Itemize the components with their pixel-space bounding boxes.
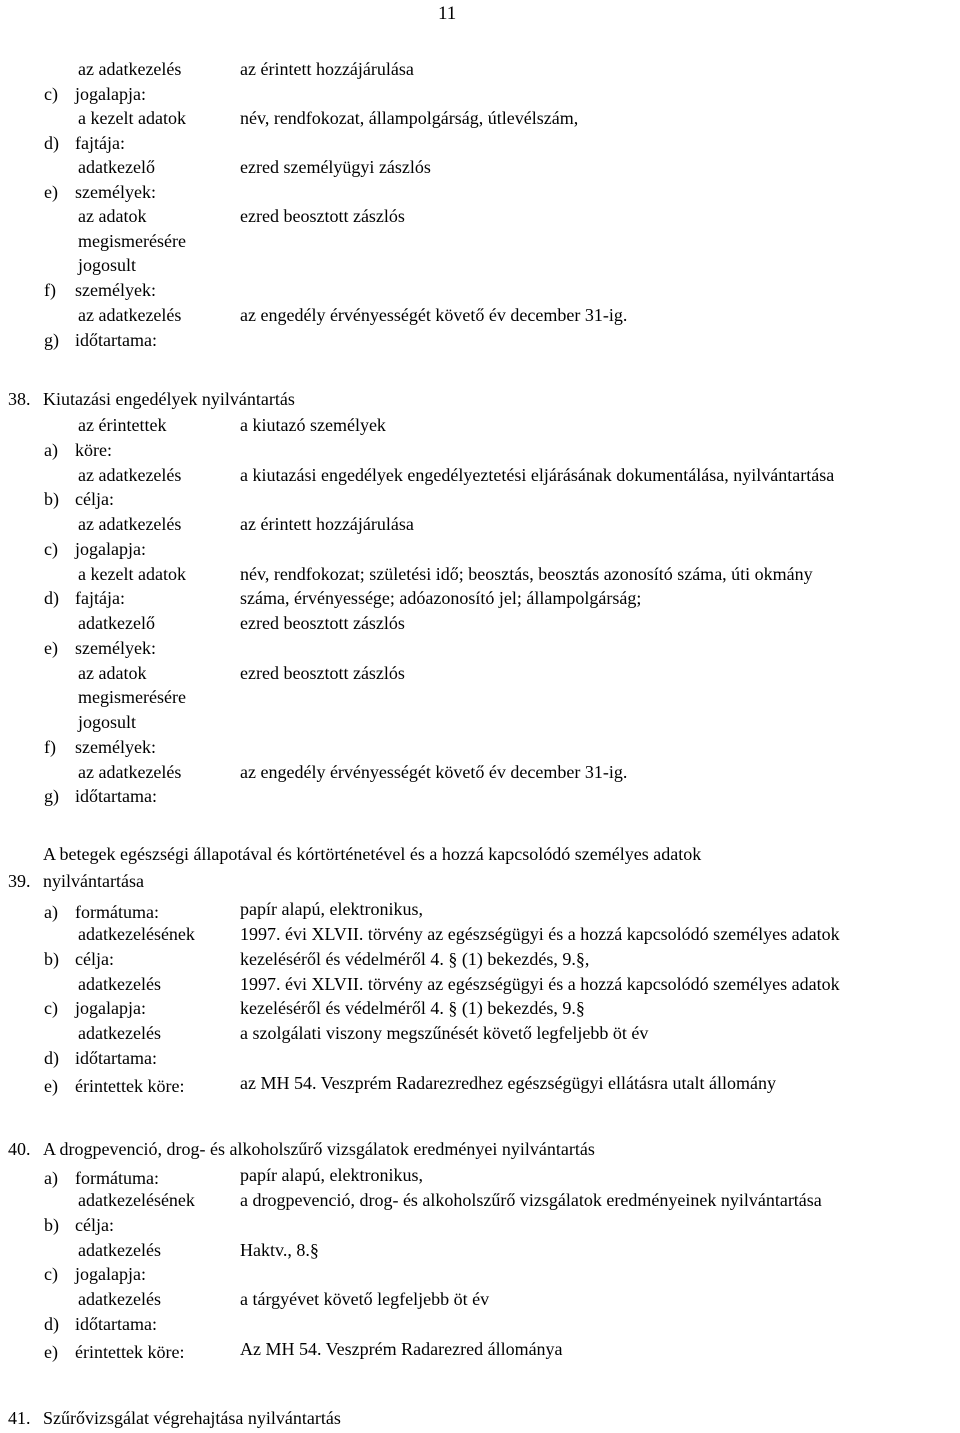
row-value: az engedély érvényességét követő év december 31-ig. xyxy=(240,761,628,782)
row-label: az adatkezelés c) jogalapja: xyxy=(44,59,182,104)
row-label: a) formátuma: xyxy=(44,1168,159,1188)
row-value: ezred beosztott zászlós xyxy=(240,662,405,683)
row-d-fajtaja xyxy=(0,106,960,155)
row-value: az érintett hozzájárulása xyxy=(240,59,414,79)
row-value: 1997. évi XLVII. törvény az egészségügyi és a hozzá kapcsolódó személyes adatok kezeléséről és védelméről 4. § (1) bekezdés, 9.§, xyxy=(240,924,840,969)
row-value: Az MH 54. Veszprém Radarezred állománya xyxy=(240,1338,563,1359)
section-title: Kiutazási engedélyek nyilvántartás xyxy=(43,389,295,409)
row-label: az adatkezelés g) időtartama: xyxy=(44,761,182,807)
row-label: adatkezelésének b) célja: xyxy=(44,924,195,969)
row-label: adatkezelő e) személyek: xyxy=(44,157,156,202)
row-value: 1997. évi XLVII. törvény az egészségügyi és a hozzá kapcsolódó személyes adatok kezeléséről és védelméről 4. § (1) bekezdés, 9.§ xyxy=(240,973,840,1019)
row-label: adatkezelő e) személyek: xyxy=(44,613,156,658)
section-number: 39. xyxy=(8,871,31,891)
row-value: ezred beosztott zászlós xyxy=(240,206,405,226)
row-label: az adatok megismerésére jogosult f) személyek: xyxy=(44,206,186,301)
row-c-jogalapja xyxy=(0,57,960,106)
row-label: e) érintettek köre: xyxy=(44,1075,185,1096)
row-label: adatkezelés c) jogalapja: xyxy=(44,973,161,1019)
row-value: név, rendfokozat, állampolgárság, útlevélszám, xyxy=(240,108,579,128)
row-value: az érintett hozzájárulása xyxy=(240,514,414,534)
row-value: a kiutazási engedélyek engedélyeztetési eljárásának dokumentálása, nyilvántartása xyxy=(240,464,835,485)
row-value: név, rendfokozat; születési idő; beosztás, beosztás azonosító száma, úti okmány száma, érvényessége; adóazonosító jel; állampolgárság; xyxy=(240,563,813,609)
row-label: adatkezelés c) jogalapja: xyxy=(44,1239,161,1285)
row-value: Haktv., 8.§ xyxy=(240,1239,319,1260)
section-title: A betegek egészségi állapotával és kórtörténetével és a hozzá kapcsolódó személyes adatok xyxy=(43,844,702,864)
row-value: a szolgálati viszony megszűnését követő legfeljebb öt év xyxy=(240,1023,649,1043)
row-e-szemelyek xyxy=(0,155,960,204)
row-value: az MH 54. Veszprém Radarezredhez egészségügyi ellátásra utalt állomány xyxy=(240,1072,776,1093)
row-label: az adatkezelés g) időtartama: xyxy=(44,305,182,350)
row-label: adatkezelésének b) célja: xyxy=(44,1190,195,1235)
section-number: 40. xyxy=(8,1139,31,1159)
section-number: 41. xyxy=(8,1408,31,1428)
row-value: ezred személyügyi zászlós xyxy=(240,157,431,177)
row-value: a tárgyévet követő legfeljebb öt év xyxy=(240,1289,490,1309)
row-value: papír alapú, elektronikus, xyxy=(240,1165,423,1185)
row-value: ezred beosztott zászlós xyxy=(240,613,405,633)
row-label: az érintettek a) köre: xyxy=(44,415,167,460)
row-value: a kiutazó személyek xyxy=(240,415,386,435)
row-label: a) formátuma: xyxy=(44,902,159,922)
continued-section-table xyxy=(0,57,960,352)
row-label: az adatok megismerésére jogosult f) személyek: xyxy=(44,662,186,757)
section-title-continued: nyilvántartása xyxy=(43,871,144,891)
row-label: adatkezelés d) időtartama: xyxy=(44,1023,161,1068)
row-label: adatkezelés d) időtartama: xyxy=(44,1289,161,1334)
row-label: e) érintettek köre: xyxy=(44,1341,185,1362)
page-number: 11 xyxy=(438,3,457,24)
section-title: Szűrővizsgálat végrehajtása nyilvántartás xyxy=(43,1408,341,1428)
row-value: papír alapú, elektronikus, xyxy=(240,899,423,919)
row-label: az adatkezelés b) célja: xyxy=(44,464,182,510)
row-label: a kezelt adatok d) fajtája: xyxy=(44,563,186,609)
section-number: 38. xyxy=(8,389,31,409)
row-f-szemelyek xyxy=(0,204,960,303)
row-g-idotartama xyxy=(0,303,960,352)
row-value: a drogpevenció, drog- és alkoholszűrő vizsgálatok eredményeinek nyilvántartása xyxy=(240,1190,822,1210)
section-title: A drogpevenció, drog- és alkoholszűrő vizsgálatok eredményei nyilvántartás xyxy=(43,1139,595,1159)
row-label: az adatkezelés c) jogalapja: xyxy=(44,514,182,559)
row-value: az engedély érvényességét követő év december 31-ig. xyxy=(240,305,628,325)
row-label: a kezelt adatok d) fajtája: xyxy=(44,108,186,153)
